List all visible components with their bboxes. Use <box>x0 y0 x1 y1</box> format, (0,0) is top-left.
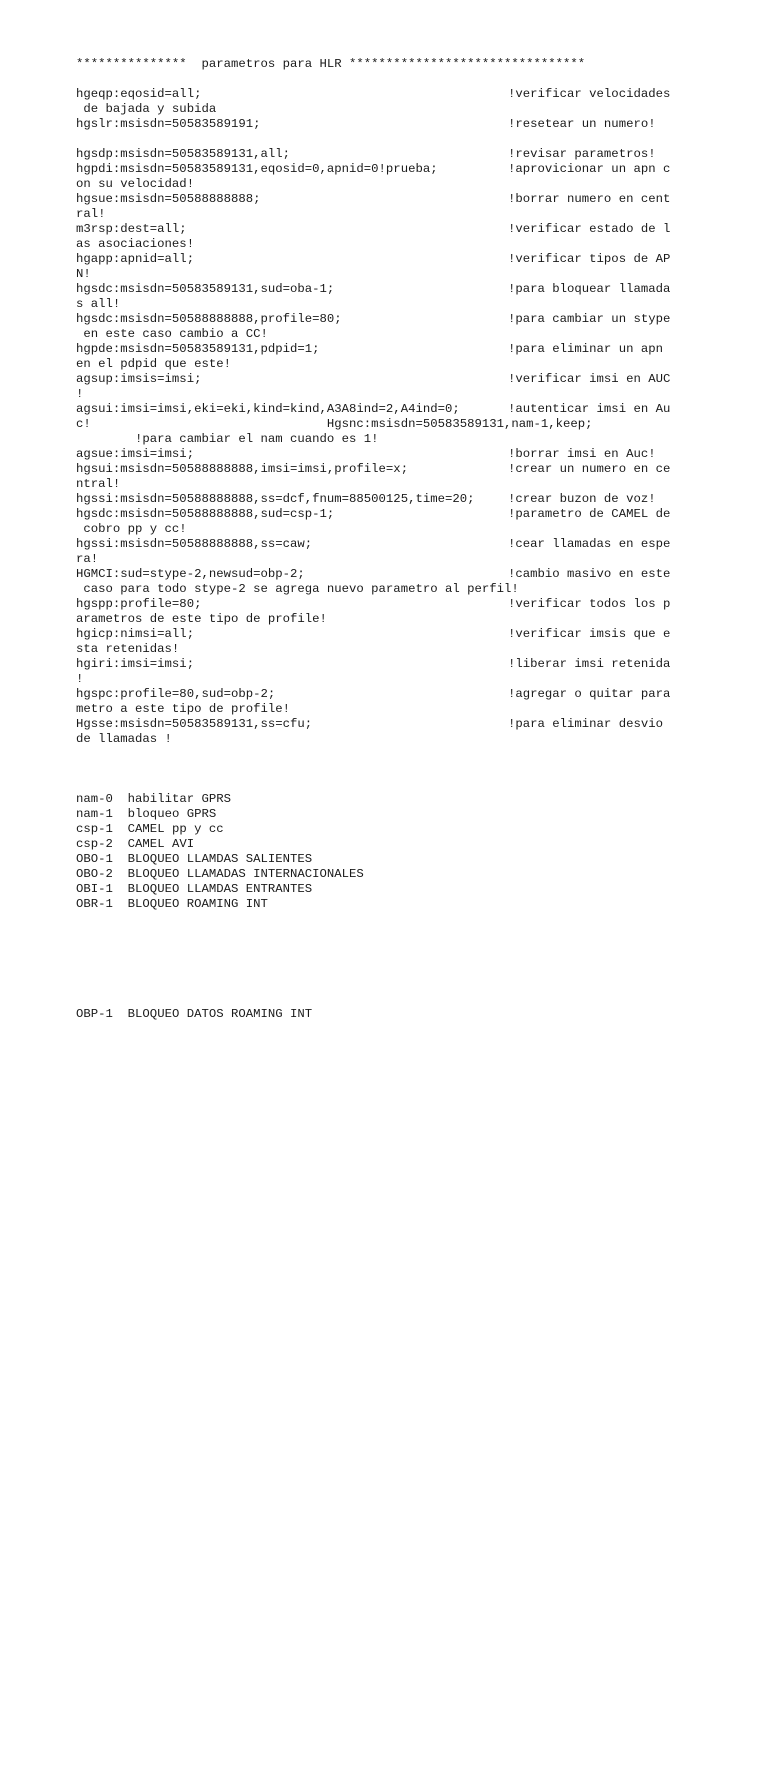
command-comment: !para eliminar un apn <box>508 342 663 356</box>
comment-wrap: !para cambiar el nam cuando es 1! <box>76 432 379 446</box>
command-comment: !revisar parametros! <box>508 147 656 161</box>
command-line: hgicp:nimsi=all; <box>76 627 195 641</box>
comment-wrap: ntral! <box>76 477 121 491</box>
command-comment: !verificar imsi en AUC <box>508 372 671 386</box>
code-description: bloqueo GPRS <box>127 807 217 821</box>
command-line: hgssi:msisdn=50588888888,ss=caw; <box>76 537 313 551</box>
command-line: agsui:imsi=imsi,eki=eki,kind=kind,A3A8ind=2,A4ind=0; <box>76 402 460 416</box>
command-comment: !crear un numero en ce <box>508 462 671 476</box>
code-legend-item <box>76 822 224 837</box>
comment-wrap: s all! <box>76 297 121 311</box>
command-line: hgpdi:msisdn=50583589131,eqosid=0,apnid=0!prueba; <box>76 162 438 176</box>
command-comment: !para bloquear llamada <box>508 282 671 296</box>
code-description: BLOQUEO ROAMING INT <box>127 897 268 911</box>
comment-wrap: ! <box>76 672 84 686</box>
code-legend-item <box>76 807 216 822</box>
command-line: hgeqp:eqosid=all; <box>76 87 202 101</box>
command-line: hgspp:profile=80; <box>76 597 202 611</box>
command-comment: !cambio masivo en este <box>508 567 671 581</box>
code: OBI-1 <box>76 882 113 896</box>
code-description: CAMEL pp y cc <box>127 822 224 836</box>
code-description: BLOQUEO LLAMADAS INTERNACIONALES <box>127 867 364 881</box>
code-description: CAMEL AVI <box>127 837 195 851</box>
comment-wrap: as asociaciones! <box>76 237 195 251</box>
code-legend-item <box>76 882 312 897</box>
code: nam-0 <box>76 792 113 806</box>
comment-wrap: caso para todo stype-2 se agrega nuevo parametro al perfil! <box>76 582 519 596</box>
command-comment: !borrar numero en cent <box>508 192 671 206</box>
command-line: Hgsse:msisdn=50583589131,ss=cfu; <box>76 717 313 731</box>
code-legend-item <box>76 867 364 882</box>
command-line: hgsdp:msisdn=50583589131,all; <box>76 147 291 161</box>
command-comment: !verificar tipos de AP <box>508 252 671 266</box>
code: OBO-2 <box>76 867 113 881</box>
code-legend-item <box>76 852 312 867</box>
code-legend-item <box>76 792 231 807</box>
command-comment: !autenticar imsi en Au <box>508 402 671 416</box>
command-comment: !aprovicionar un apn c <box>508 162 671 176</box>
code: csp-2 <box>76 837 113 851</box>
command-line: hgslr:msisdn=50583589191; <box>76 117 261 131</box>
command-line: hgpde:msisdn=50583589131,pdpid=1; <box>76 342 320 356</box>
comment-wrap: de bajada y subida <box>76 102 217 116</box>
command-line: hgspc:profile=80,sud=obp-2; <box>76 687 276 701</box>
command-line: m3rsp:dest=all; <box>76 222 187 236</box>
command-line: hgsdc:msisdn=50583589131,sud=oba-1; <box>76 282 335 296</box>
code-description: habilitar GPRS <box>127 792 231 806</box>
code: nam-1 <box>76 807 113 821</box>
code-description: BLOQUEO LLAMDAS ENTRANTES <box>127 882 313 896</box>
command-line: hgiri:imsi=imsi; <box>76 657 195 671</box>
code: OBP-1 <box>76 1007 113 1021</box>
code: csp-1 <box>76 822 113 836</box>
command-line: agsue:imsi=imsi; <box>76 447 195 461</box>
command-comment: !para eliminar desvio <box>508 717 663 731</box>
command-line: agsup:imsis=imsi; <box>76 372 202 386</box>
code-legend-footer <box>76 1007 312 1022</box>
command-comment: !verificar todos los p <box>508 597 671 611</box>
command-line: hgssi:msisdn=50588888888,ss=dcf,fnum=88500125,time=20; <box>76 492 475 506</box>
comment-wrap: on su velocidad! <box>76 177 195 191</box>
command-comment: !para cambiar un stype <box>508 312 671 326</box>
code-description: BLOQUEO DATOS ROAMING INT <box>127 1007 313 1021</box>
command-line: hgsdc:msisdn=50588888888,profile=80; <box>76 312 342 326</box>
comment-wrap: ra! <box>76 552 99 566</box>
comment-wrap: en este caso cambio a CC! <box>76 327 268 341</box>
command-comment: !borrar imsi en Auc! <box>508 447 656 461</box>
comment-wrap: ral! <box>76 207 106 221</box>
comment-wrap: c! Hgsnc:msisdn=50583589131,nam-1,keep; <box>76 417 593 431</box>
command-comment: !verificar velocidades <box>508 87 671 101</box>
command-line: hgsdc:msisdn=50588888888,sud=csp-1; <box>76 507 335 521</box>
comment-wrap: en el pdpid que este! <box>76 357 231 371</box>
command-comment: !verificar imsis que e <box>508 627 671 641</box>
command-comment: !crear buzon de voz! <box>508 492 656 506</box>
comment-wrap: sta retenidas! <box>76 642 180 656</box>
comment-wrap: cobro pp y cc! <box>76 522 187 536</box>
command-comment: !cear llamadas en espe <box>508 537 671 551</box>
comment-wrap: N! <box>76 267 91 281</box>
comment-wrap: ! <box>76 387 84 401</box>
command-comment: !agregar o quitar para <box>508 687 671 701</box>
command-line: hgsue:msisdn=50588888888; <box>76 192 261 206</box>
code-legend-item <box>76 897 268 912</box>
command-comment: !liberar imsi retenida <box>508 657 671 671</box>
code-description: BLOQUEO LLAMDAS SALIENTES <box>127 852 313 866</box>
code: OBO-1 <box>76 852 113 866</box>
comment-wrap: de llamadas ! <box>76 732 172 746</box>
comment-wrap: arametros de este tipo de profile! <box>76 612 327 626</box>
document-title: *************** parametros para HLR ******************************** <box>76 57 586 71</box>
command-line: hgsui:msisdn=50588888888,imsi=imsi,profile=x; <box>76 462 409 476</box>
command-comment: !parametro de CAMEL de <box>508 507 671 521</box>
code: OBR-1 <box>76 897 113 911</box>
command-line: HGMCI:sud=stype-2,newsud=obp-2; <box>76 567 305 581</box>
command-line: hgapp:apnid=all; <box>76 252 195 266</box>
command-comment: !verificar estado de l <box>508 222 671 236</box>
command-comment: !resetear un numero! <box>508 117 656 131</box>
comment-wrap: metro a este tipo de profile! <box>76 702 291 716</box>
code-legend-item <box>76 837 194 852</box>
